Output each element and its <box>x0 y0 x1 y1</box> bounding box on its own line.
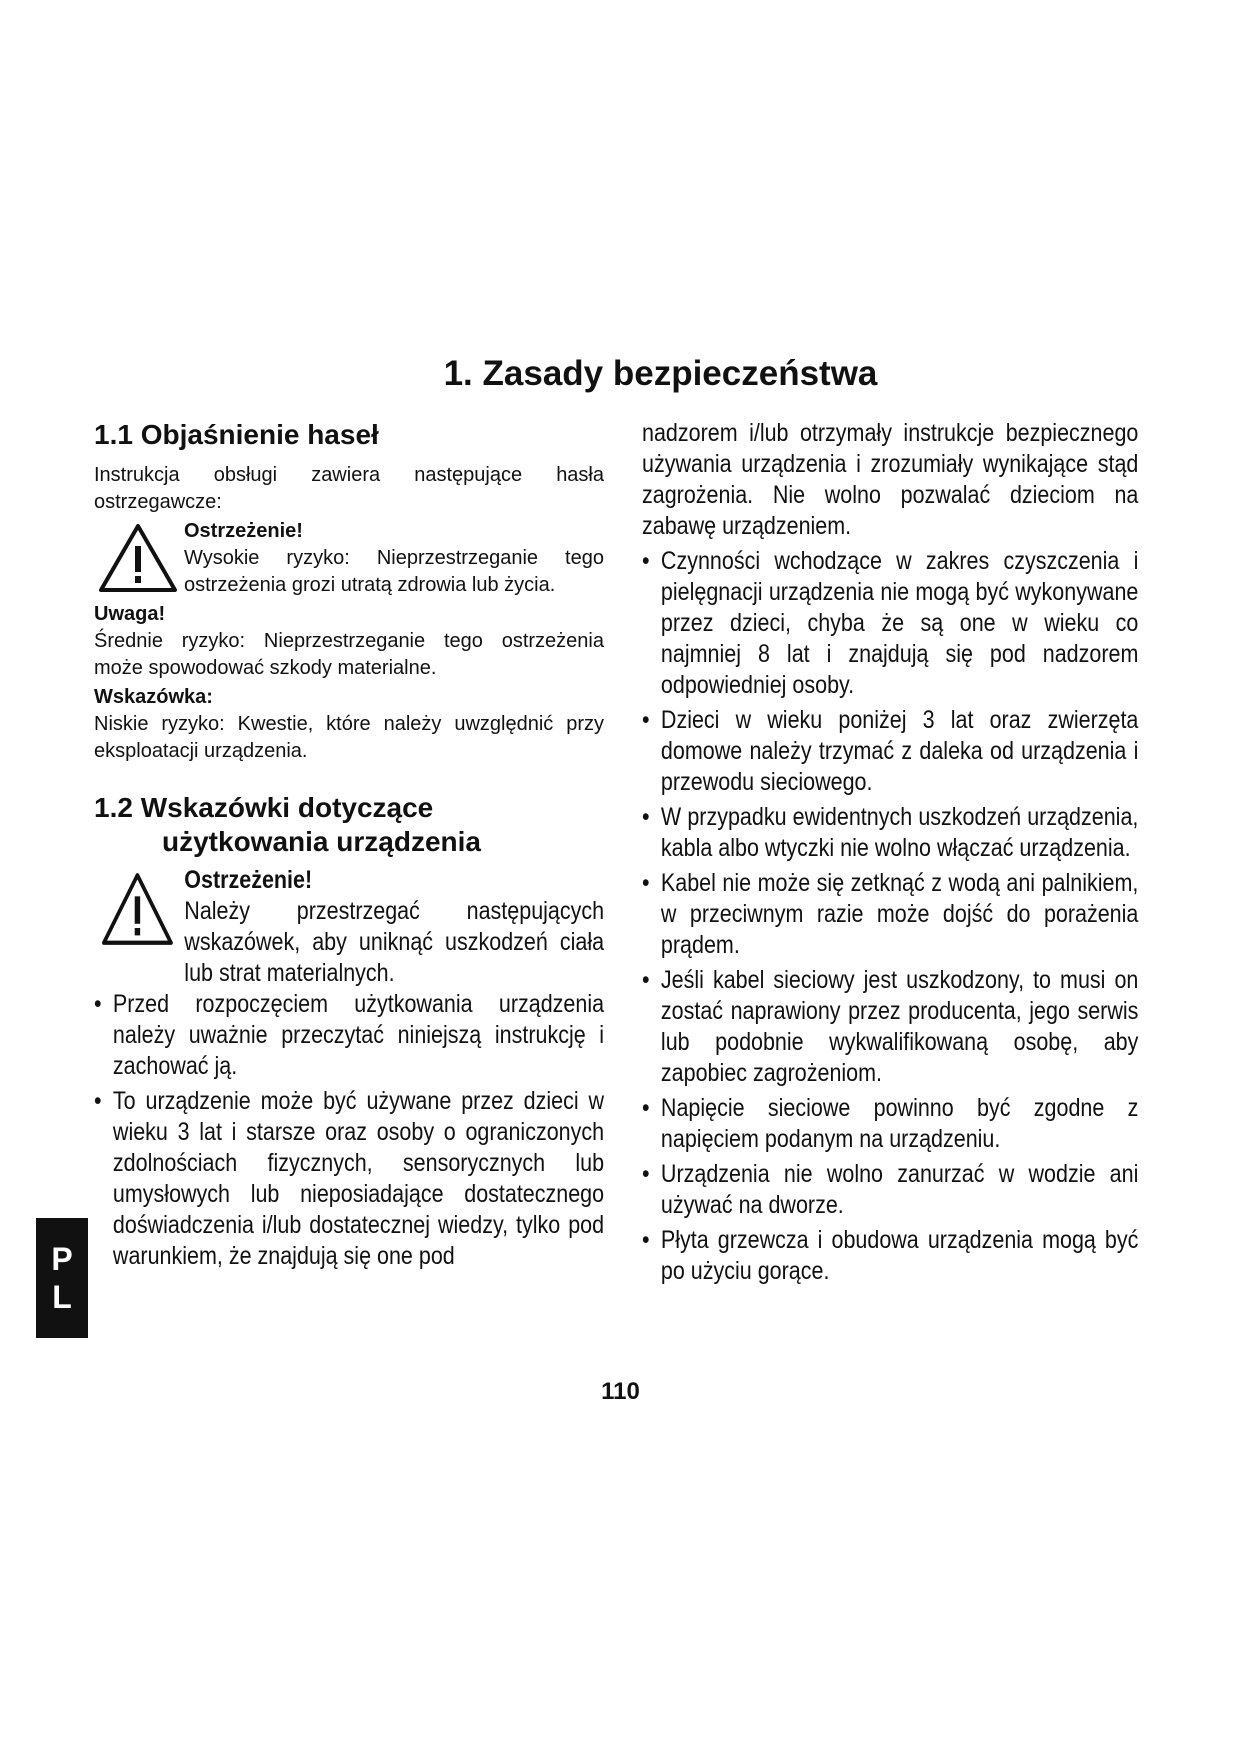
language-tab <box>36 1218 88 1338</box>
warning-text-2: Należy przestrzegać następujących wskazówek, aby uniknąć uszkodzeń ciała lub strat materialnych. <box>184 897 605 987</box>
hint-title: Wskazówka: <box>94 686 213 708</box>
list-item <box>642 1225 1138 1287</box>
right-column-text <box>642 418 1138 1287</box>
list-item <box>94 989 604 1082</box>
section-1-1-heading: 1.1 Objaśnienie haseł <box>94 419 379 450</box>
caution-text: Średnie ryzyko: Nieprzestrzeganie tego ostrzeżenia może spowodować szkody materialne. <box>94 630 604 679</box>
page-number: 110 <box>601 1378 640 1405</box>
list-item-text: Urządzenia nie wolno zanurzać w wodzie ani używać na dworze. <box>660 1160 1139 1219</box>
bullet: • <box>642 706 650 734</box>
list-item <box>642 965 1138 1089</box>
hint-text: Niskie ryzyko: Kwestie, które należy uwzględnić przy eksploatacji urządzenia. <box>94 713 604 762</box>
list-item-text: Kabel nie może się zetknąć z wodą ani palnikiem, w przeciwnym razie może dojść do porażenia prądem. <box>660 869 1139 959</box>
list-item-text: Przed rozpoczęciem użytkowania urządzenia należy uważnie przeczytać niniejszą instrukcję i zachować ją. <box>112 990 605 1080</box>
section-1-2-heading-line1: 1.2 Wskazówki dotyczące <box>94 792 434 823</box>
warning-triangle-icon <box>98 522 178 594</box>
list-item <box>94 1086 604 1272</box>
continuation-text: nadzorem i/lub otrzymały instrukcje bezpiecznego używania urządzenia i zrozumiały wynikające stąd zagrożenia. Nie wolno pozwalać dzieciom na zabawę urządzeniem. <box>642 419 1139 540</box>
list-item-text: Płyta grzewcza i obudowa urządzenia mogą być po użyciu gorące. <box>660 1226 1139 1285</box>
list-item <box>642 868 1138 961</box>
section-1-2-heading <box>94 791 604 859</box>
list-item <box>642 1093 1138 1155</box>
warning-block-1-2 <box>94 865 604 989</box>
bullet: • <box>642 966 650 994</box>
bullet: • <box>94 990 102 1018</box>
warning-title-2: Ostrzeżenie! <box>184 866 313 894</box>
list-item <box>642 802 1138 864</box>
language-tab-letter-2: L <box>52 1279 72 1315</box>
warning-title: Ostrzeżenie! <box>184 520 303 542</box>
list-item-text: W przypadku ewidentnych uszkodzeń urządzenia, kabla albo wtyczki nie wolno włączać urządzenia. <box>660 803 1139 862</box>
section-1-1-intro: Instrukcja obsługi zawiera następujące hasła ostrzegawcze: <box>94 464 604 513</box>
list-item <box>642 1159 1138 1221</box>
list-item-text: Czynności wchodzące w zakres czyszczenia i pielęgnacji urządzenia nie mogą być wykonywane przez dzieci, chyba że są one w wieku co najmniej 8 lat i znajdują się pod nadzorem odpowiedniej osoby. <box>660 547 1139 699</box>
list-item-text: Jeśli kabel sieciowy jest uszkodzony, to musi on zostać naprawiony przez producenta, jego serwis lub podobnie wykwalifikowaną osobę, aby zapobiec zagrożeniom. <box>660 966 1139 1087</box>
bullet: • <box>642 803 650 831</box>
left-column <box>94 418 604 1272</box>
list-item <box>642 705 1138 798</box>
warning-text: Wysokie ryzyko: Nieprzestrzeganie tego ostrzeżenia grozi utratą zdrowia lub życia. <box>184 547 604 596</box>
section-1-2-left-text <box>94 865 604 1272</box>
bullet: • <box>642 869 650 897</box>
bullet: • <box>642 1094 650 1122</box>
section-1-2-heading-line2: użytkowania urządzenia <box>162 826 481 857</box>
bullet: • <box>642 547 650 575</box>
right-column <box>642 418 1162 1287</box>
warning-triangle-icon <box>97 871 177 947</box>
language-tab-letter-1: P <box>51 1241 73 1277</box>
bullet: • <box>94 1087 102 1115</box>
warning-block-1-1 <box>94 518 604 599</box>
bullet: • <box>642 1160 650 1188</box>
list-item <box>642 546 1138 701</box>
list-item-text: Napięcie sieciowe powinno być zgodne z napięciem podanym na urządzeniu. <box>660 1094 1139 1153</box>
bullet: • <box>642 1226 650 1254</box>
caution-title: Uwaga! <box>94 603 166 625</box>
page-title: 1. Zasady bezpieczeństwa <box>443 354 878 393</box>
list-item-text: Dzieci w wieku poniżej 3 lat oraz zwierzęta domowe należy trzymać z daleka od urządzenia i przewodu sieciowego. <box>660 706 1139 796</box>
list-item-text: To urządzenie może być używane przez dzieci w wieku 3 lat i starsze oraz osoby o ograniczonych zdolnościach fizycznych, sensorycznych lub umysłowych lub nieposiadające dostatecznego doświadczenia i/lub dostatecznej wiedzy, tylko pod warunkiem, że znajdują się one pod <box>112 1087 605 1270</box>
